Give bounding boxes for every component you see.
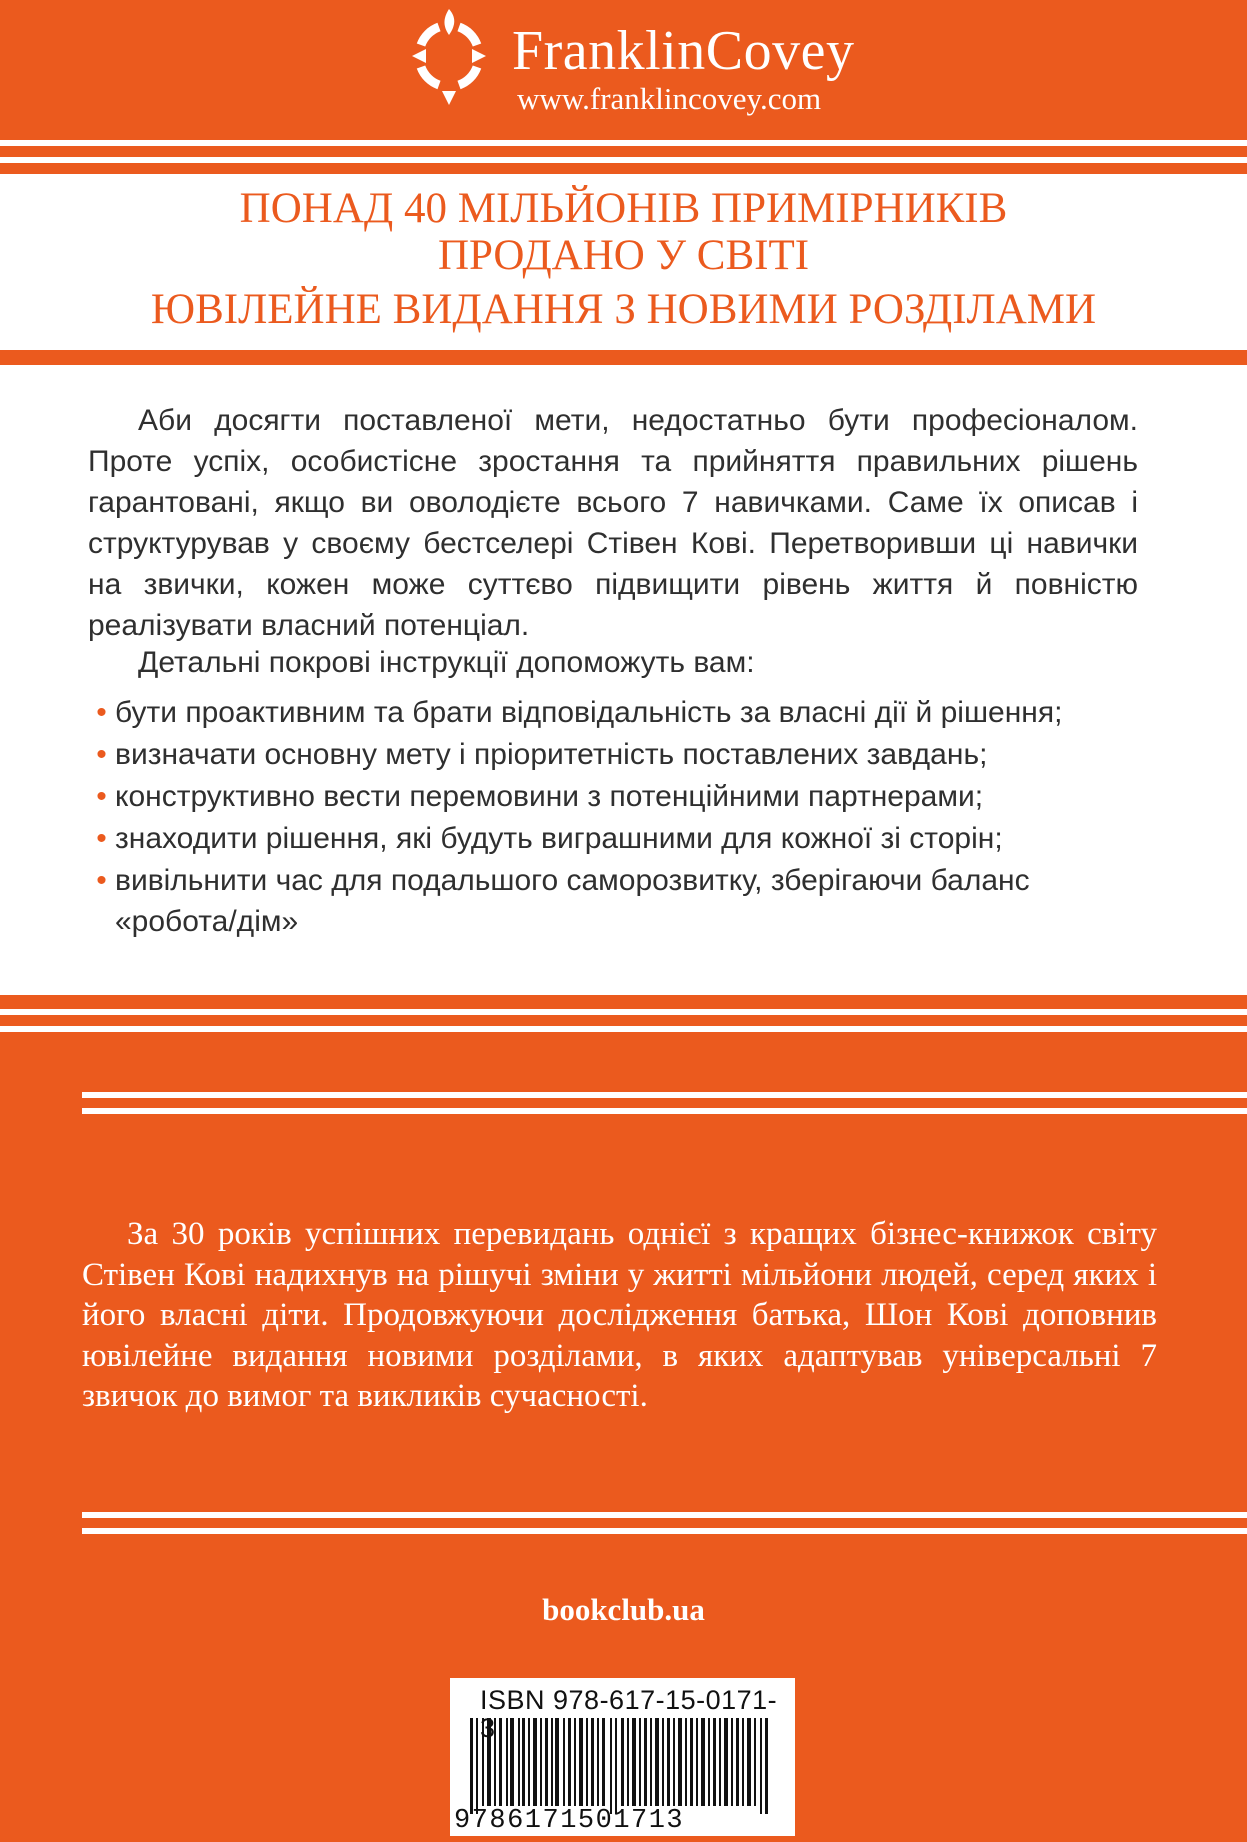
decorative-stripe bbox=[82, 1092, 1247, 1098]
bullet-icon: • bbox=[96, 822, 107, 855]
intro-lead: Детальні покрові інструкції допоможуть вам: bbox=[138, 646, 755, 679]
skills-list bbox=[88, 692, 1148, 943]
bookclub-site: bookclub.ua bbox=[542, 1592, 705, 1627]
decorative-stripe bbox=[0, 140, 1247, 146]
bullet-icon: • bbox=[96, 780, 107, 813]
headline-line-2: ПРОДАНО У СВІТІ bbox=[437, 232, 810, 279]
list-item-text: знаходити рішення, які будуть виграшними для кожної зі сторін; bbox=[115, 822, 1003, 855]
decorative-stripe bbox=[0, 157, 1247, 163]
list-item bbox=[88, 692, 1148, 733]
headline-line-1: ПОНАД 40 МІЛЬЙОНІВ ПРИМІРНИКІВ bbox=[239, 185, 1008, 232]
list-item bbox=[88, 734, 1148, 775]
intro-paragraph: Аби досягти поставленої мети, недостатньо бути професіоналом. Проте успіх, особистісне зростання та прийняття правильних рішень гарантовані, якщо ви оволодієте всього 7 навичками. Саме їх описав і структурував у своєму бестселері Стівен Кові. Перетворивши ці навички на звички, кожен може суттєво підвищити рівень життя й повністю реалізувати власний потенціал. bbox=[88, 404, 1138, 642]
list-item-text: визначати основну мету і пріоритетність поставлених завдань; bbox=[115, 738, 988, 771]
decorative-stripe bbox=[82, 1528, 1247, 1534]
decorative-stripe bbox=[0, 1026, 1247, 1032]
franklincovey-compass-icon bbox=[404, 5, 494, 110]
list-item-text: конструктивно вести перемовини з потенційними партнерами; bbox=[115, 780, 984, 813]
list-item-text: бути проактивним та брати відповідальність за власні дії й рішення; bbox=[115, 696, 1063, 729]
decorative-stripe bbox=[82, 1512, 1247, 1518]
bullet-icon: • bbox=[96, 864, 107, 897]
publisher-header bbox=[0, 0, 1247, 140]
headline-line-3: ЮВІЛЕЙНЕ ВИДАННЯ З НОВИМИ РОЗДІЛАМИ bbox=[150, 286, 1097, 333]
decorative-stripe bbox=[0, 1009, 1247, 1015]
isbn-number: ISBN 978-617-15-0171-3 bbox=[480, 1685, 778, 1743]
bottom-paragraph: За 30 років успішних перевидань однієї з кращих бізнес-книжок світу Стівен Кові надихнув на рішучі зміни у житті мільйони людей, серед яких і його власні діти. Продовжуючи дослідження батька, Шон Кові доповнив ювілейне видання новими розділами, в яких адаптував універсальні 7 звичок до вимог та викликів сучасності. bbox=[82, 1216, 1157, 1414]
list-item bbox=[88, 860, 1148, 942]
publisher-website: www.franklincovey.com bbox=[517, 81, 822, 116]
list-item-text: вивільнити час для подальшого саморозвитку, зберігаючи баланс «робота/дім» bbox=[115, 864, 1030, 938]
brand-name: FranklinCovey bbox=[512, 20, 855, 82]
bullet-icon: • bbox=[96, 738, 107, 771]
bullet-icon: • bbox=[96, 696, 107, 729]
list-item bbox=[88, 818, 1148, 859]
barcode-digits: 9786171501713 bbox=[454, 1806, 685, 1836]
decorative-stripe bbox=[82, 1108, 1247, 1114]
list-item bbox=[88, 776, 1148, 817]
